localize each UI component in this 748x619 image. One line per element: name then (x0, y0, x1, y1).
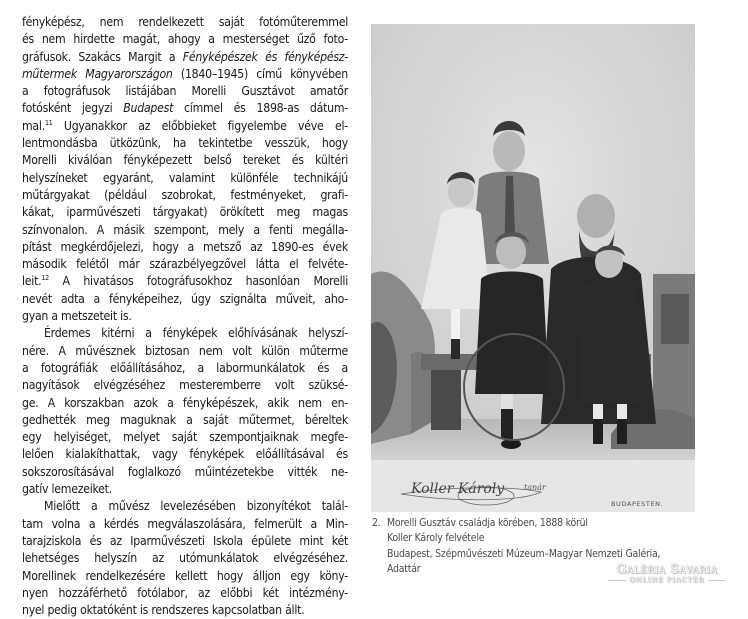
article-body (22, 14, 348, 619)
text-line: lentmondásba ütközünk, ha tekintetbe vesszük, hogy (22, 136, 348, 151)
text-line: második felétől már szárazbélyegzővel látta el felvéte- (22, 257, 348, 272)
text-line: egy helyiséget, melyet saját szempontjaiknak megfe- (22, 430, 348, 445)
footnote-ref: 12 (41, 274, 49, 283)
text-line: műtárgyakat (például szobrokat, festményeket, grafi- (22, 187, 348, 202)
family-portrait-photo (371, 24, 695, 512)
text-line: a fotográfiák előállításához, a labormunkálatok és a (22, 360, 348, 375)
text-line: fényképész, nem rendelkezett saját fotóműteremmel (22, 15, 348, 29)
text-line: nére. A művésznek biztosan nem volt külön műterme (22, 343, 348, 358)
italic-title: műtermek Magyarországon (22, 66, 173, 81)
text-line: műtermek Magyarországon (1840–1945) című könyvében (22, 66, 348, 81)
watermark-subtitle (592, 576, 742, 585)
photographer-title: tanár (524, 483, 546, 492)
text-line: gráfusok. Szakács Margit a Fényképészek és fényképész- (22, 49, 348, 64)
text-line: Érdemes kitérni a fényképek előhívásának helyszí- (44, 326, 348, 341)
text-line: sokszorosításával foglalkozó műintézetekbe vitték ne- (22, 464, 348, 479)
text-line: a fotográfusok listájában Morelli Gusztávot amatőr (22, 84, 348, 99)
text-line: lelően kialakíthattak, vagy fényképek előállításával és (22, 447, 348, 462)
text-line: mal.$^{11}$ Ugyanakkor az előbbieket figyelembe véve el- (22, 118, 348, 133)
watermark-rule-right (708, 580, 726, 581)
watermark (592, 562, 742, 585)
footnote-ref: 11 (44, 118, 53, 127)
text-line: színvonalon. A másik szempont, mely a fenti megálla- (22, 222, 348, 237)
text-line: lehetséges helyszín az utómunkálatok elvégzéséhez. (22, 551, 348, 566)
text-line: pítást megkérdőjelezi, hogy a metsző az 1890-es évek (22, 239, 348, 254)
text-line: nagyítások elvégzéséhez mesteremberre volt szüksé- (22, 378, 348, 393)
text-line: tam volna a kérdés megválaszolására, felmerült a Min- (22, 516, 348, 531)
watermark-subtitle-text: ONLINE PIACTÉR (629, 576, 705, 584)
studio-location: BUDAPESTEN. (611, 500, 664, 508)
caption-line-archive: Adattár (387, 562, 421, 575)
watermark-title: Galéria Savaria (616, 561, 718, 576)
text-line: gatív lemezeiket. (22, 482, 112, 497)
text-line: és nem hirdette magát, ahogy a mesterséget űző foto- (22, 32, 348, 47)
photographer-signature: Koller Károly (411, 481, 505, 497)
caption-line-title: Morelli Gusztáv családja körében, 1888 körül (387, 517, 588, 529)
figure-number: 2. (372, 517, 381, 529)
text-line: kákat, iparművészeti tárgyakat) örökített meg magas (22, 205, 348, 220)
caption-line-collection: Budapest, Szépművészeti Múzeum–Magyar Nemzeti Galéria, (387, 547, 661, 560)
caption-line-photographer: Koller Károly felvétele (387, 532, 485, 545)
text-line: Mielőtt a művész levelezésében bizonyítékot talál- (44, 499, 348, 514)
text-line: tarajziskola és az Iparművészeti Iskola épülete mint két (22, 533, 348, 548)
text-line: Morellinek rendelkezésére kellett hogy álljon egy köny- (22, 568, 348, 583)
text-line: gyan a metszeteit is. (22, 309, 132, 324)
italic-title: Budapest (123, 101, 174, 116)
text-line: ge. A korszakban azok a fényképészek, akik nem en- (22, 395, 348, 410)
text-line: gedhették meg maguknak a saját műtermet, béreltek (22, 412, 348, 427)
italic-title: Fényképészek és fényképész- (182, 49, 348, 64)
text-line: nevét adta a fényképeihez, úgy szignálta műveit, aho- (22, 291, 348, 306)
text-line: fotósként jegyzi Budapest címmel és 1898-as dátum- (22, 101, 348, 116)
watermark-rule-left (608, 580, 626, 581)
portrait-illustration (371, 24, 695, 512)
text-line: leit.$^{12}$ A hivatásos fotográfusokhoz hasonlóan Morelli (22, 274, 348, 289)
text-line: nyen hozzáférhető fotólabor, az előbbi két intézmény- (22, 585, 348, 600)
text-line: Morelli kiválóan fényképezett belső tereket és kültéri (22, 153, 348, 168)
text-line: helyszíneket egyaránt, valamint különféle technikájú (22, 170, 348, 185)
text-line: nyel pedig oktatóként is rendszeres kapcsolatban állt. (22, 603, 305, 618)
